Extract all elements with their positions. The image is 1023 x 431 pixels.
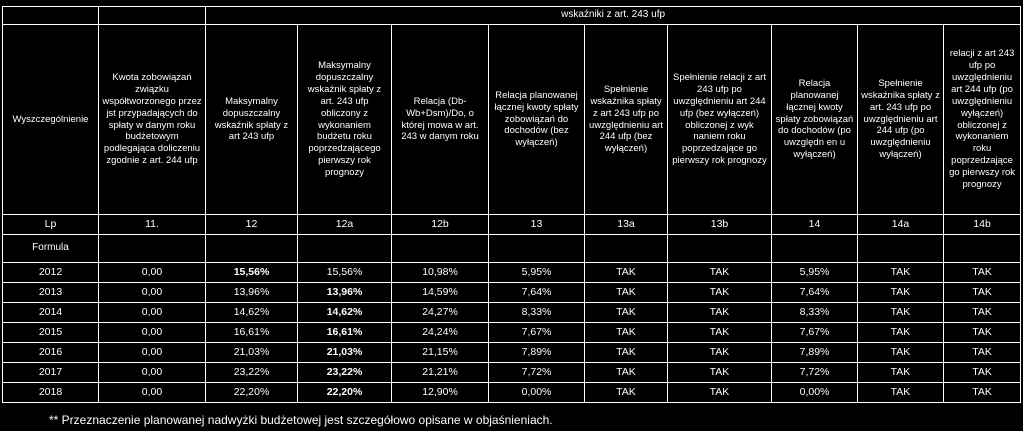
column-header: Relacja planowanej łącznej kwoty spłaty zobowiązań do dochodów (po uwzględn en u wyłączeń) [772,25,858,215]
table-row [3,263,1021,283]
wpf-indicator-table [2,6,1021,403]
data-cell: 8,33% [489,303,585,323]
column-header: Relacja (Db-Wb+Dsm)/Do, o której mowa w art. 243 w danym roku [392,25,489,215]
year-cell: 2018 [3,383,99,403]
table-row [3,343,1021,363]
data-cell: TAK [668,303,772,323]
data-cell: TAK [858,303,944,323]
lp-number: 12b [392,215,489,235]
group-header: wskaźniki z art. 243 ufp [206,7,1021,25]
column-header: Spełnienie wskaźnika spłaty z art 243 ufp po uwzględnieniu art 244 ufp (bez wyłączeń) [585,25,668,215]
data-cell: 0,00 [99,303,206,323]
year-cell: 2012 [3,263,99,283]
data-cell: 5,95% [772,263,858,283]
data-cell: 7,72% [772,363,858,383]
footnote: ** Przeznaczenie planowanej nadwyżki budżetowej jest szczegółowo opisane w objaśnieniach. [49,413,553,427]
data-cell: TAK [858,363,944,383]
table-row [3,363,1021,383]
column-header: relacji z art 243 ufp po uwzględnieniu art 244 ufp (po uwzględnieniu wyłączeń) obliczonej z wykonaniem roku poprzedzające go pierwszy rok prognozy [944,25,1021,215]
group-header-row [3,7,1021,25]
column-header: Kwota zobowiązań związku współtworzonego przez jst przypadających do spłaty w danym roku budżetowym podlegająca doliczeniu zgodnie z art. 244 ufp [99,25,206,215]
data-cell: 21,03% [298,343,392,363]
column-header-row [3,25,1021,215]
data-cell: TAK [668,363,772,383]
data-cell: 13,96% [206,283,298,303]
data-cell: TAK [585,363,668,383]
data-cell: TAK [944,363,1021,383]
data-cell: 16,61% [298,323,392,343]
lp-number: 11. [99,215,206,235]
data-cell: 7,64% [772,283,858,303]
data-cell: 0,00 [99,323,206,343]
data-cell: TAK [944,303,1021,323]
data-cell: 21,21% [392,363,489,383]
year-cell: 2015 [3,323,99,343]
data-cell: TAK [668,263,772,283]
data-cell: 15,56% [298,263,392,283]
lp-number: 12 [206,215,298,235]
table-row [3,303,1021,323]
data-cell: 24,24% [392,323,489,343]
data-cell: 7,89% [772,343,858,363]
table-row [3,383,1021,403]
data-cell: 7,89% [489,343,585,363]
lp-label: Lp [3,215,99,235]
column-header: Spełnienie relacji z art 243 ufp po uwzględnieniu art 244 ufp (bez wyłączeń) obliczonej z wyk naniem roku poprzedzające go pierwszy rok prognozy [668,25,772,215]
blank-header-cell [99,7,206,25]
data-cell: TAK [585,323,668,343]
data-cell: 7,67% [489,323,585,343]
data-cell: 13,96% [298,283,392,303]
lp-number: 14 [772,215,858,235]
data-cell: TAK [944,343,1021,363]
data-cell: 7,64% [489,283,585,303]
column-header: Maksymalny dopuszczalny wskaźnik spłaty z art. 243 ufp obliczony z wykonaniem budżetu roku poprzedzającego pierwszy rok prognozy [298,25,392,215]
data-cell: 22,20% [206,383,298,403]
data-cell: TAK [668,383,772,403]
formula-label: Formula [3,235,99,263]
lp-row [3,215,1021,235]
data-cell: 22,20% [298,383,392,403]
row-label-header: Wyszczególnienie [3,25,99,215]
year-cell: 2014 [3,303,99,323]
data-cell: TAK [858,343,944,363]
data-cell: TAK [668,283,772,303]
data-cell: TAK [944,283,1021,303]
data-cell: 14,62% [298,303,392,323]
data-cell: TAK [944,323,1021,343]
data-cell: 14,62% [206,303,298,323]
column-header: Relacja planowanej łącznej kwoty spłaty zobowiązań do dochodów (bez wyłączeń) [489,25,585,215]
data-cell: 0,00 [99,283,206,303]
data-cell: 0,00 [99,363,206,383]
data-cell: 15,56% [206,263,298,283]
year-cell: 2016 [3,343,99,363]
data-cell: 0,00 [99,263,206,283]
data-cell: TAK [668,343,772,363]
data-cell: TAK [944,383,1021,403]
data-cell: 0,00 [99,383,206,403]
year-cell: 2017 [3,363,99,383]
data-cell: 0,00% [772,383,858,403]
data-cell: TAK [858,283,944,303]
data-cell: 10,98% [392,263,489,283]
data-cell: 7,72% [489,363,585,383]
table-row [3,323,1021,343]
data-cell: 23,22% [298,363,392,383]
data-cell: TAK [668,323,772,343]
lp-number: 14a [858,215,944,235]
data-cell: TAK [858,263,944,283]
data-cell: 21,03% [206,343,298,363]
column-header: Maksymalny dopuszczalny wskaźnik spłaty z art 243 ufp [206,25,298,215]
data-cell: TAK [585,263,668,283]
data-cell: 7,67% [772,323,858,343]
year-cell: 2013 [3,283,99,303]
column-header: Spełnienie wskaźnika spłaty z art. 243 ufp po uwzględnieniu art 244 ufp (po uwzględnieniu wyłączeń) [858,25,944,215]
data-cell: TAK [585,303,668,323]
table-row [3,283,1021,303]
data-cell: 8,33% [772,303,858,323]
corner-cell [3,7,99,25]
data-cell: 21,15% [392,343,489,363]
lp-number: 13b [668,215,772,235]
data-cell: 0,00% [489,383,585,403]
lp-number: 13a [585,215,668,235]
data-cell: 14,59% [392,283,489,303]
lp-number: 13 [489,215,585,235]
data-cell: TAK [858,323,944,343]
data-cell: 23,22% [206,363,298,383]
data-cell: 24,27% [392,303,489,323]
lp-number: 12a [298,215,392,235]
data-cell: TAK [585,383,668,403]
data-cell: TAK [585,343,668,363]
lp-number: 14b [944,215,1021,235]
data-cell: TAK [585,283,668,303]
data-cell: 0,00 [99,343,206,363]
data-cell: 12,90% [392,383,489,403]
data-cell: 16,61% [206,323,298,343]
data-cell: 5,95% [489,263,585,283]
data-cell: TAK [858,383,944,403]
data-cell: TAK [944,263,1021,283]
formula-row [3,235,1021,263]
